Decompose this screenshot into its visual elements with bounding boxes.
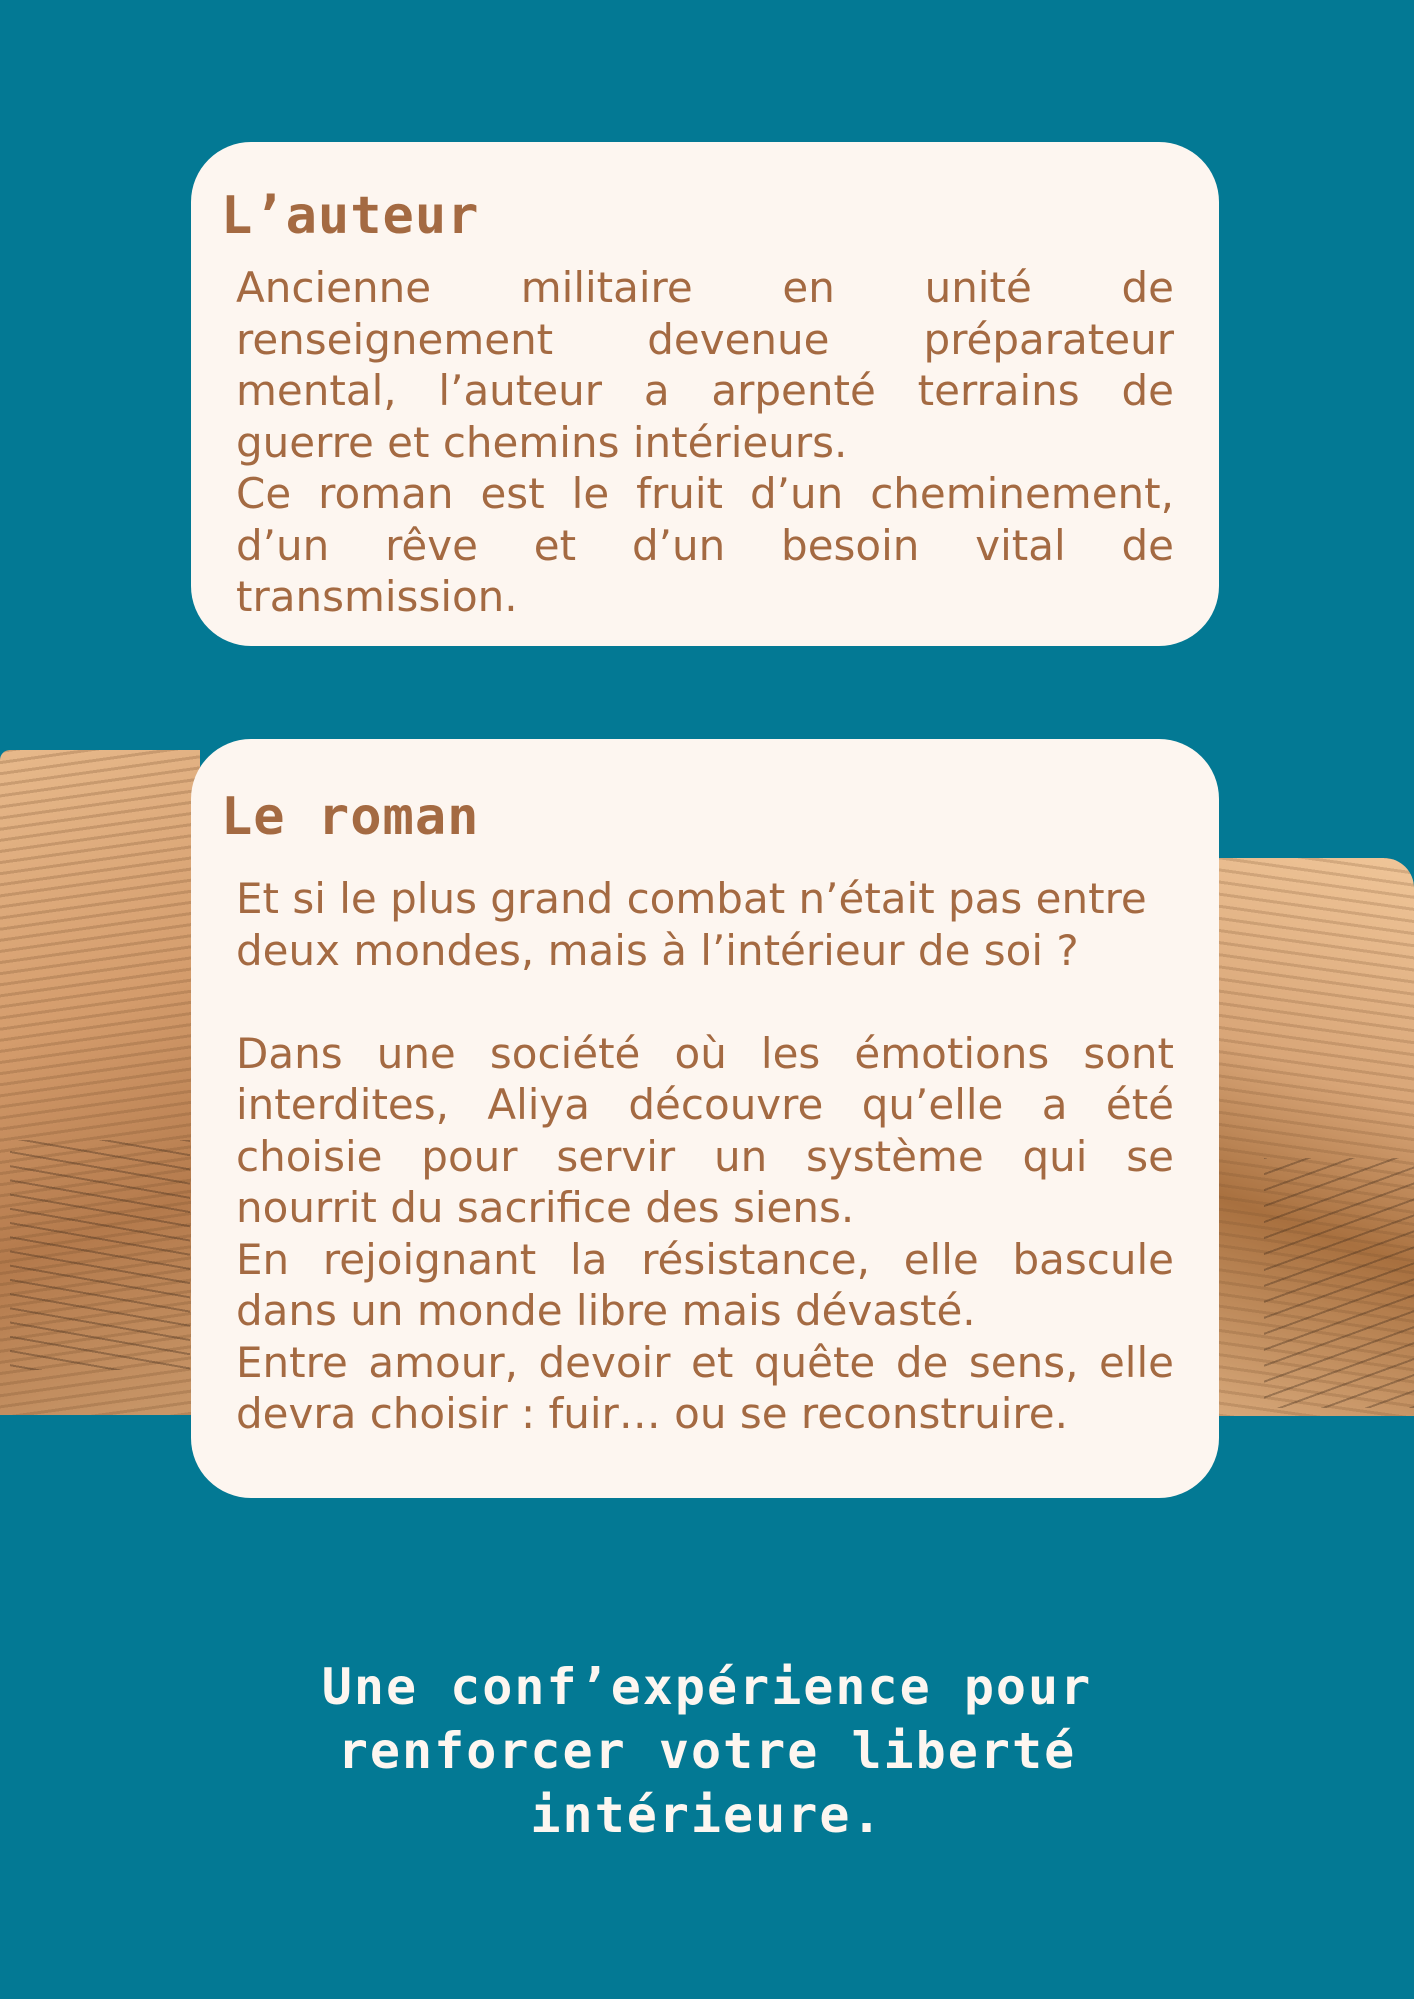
novel-card <box>191 739 1219 1498</box>
novel-paragraph: Dans une société où les émotions sont interdites, Aliya découvre qu’elle a été choisie pour servir un système qui se nourrit du sacrifice des siens. <box>236 1028 1174 1232</box>
open-book-image-right <box>1214 858 1414 1416</box>
author-card <box>191 142 1219 646</box>
author-heading: L’auteur <box>221 186 480 246</box>
novel-text <box>236 873 1174 1440</box>
novel-hook: Et si le plus grand combat n’était pas entre deux mondes, mais à l’intérieur de soi ? <box>236 874 1147 975</box>
tagline: Une conf’expérience pour renforcer votre liberté intérieure. <box>321 1658 1093 1844</box>
author-paragraph: Ancienne militaire en unité de renseignement devenue préparateur mental, l’auteur a arpenté terrains de guerre et chemins intérieurs. <box>236 263 1174 467</box>
novel-paragraph: En rejoignant la résistance, elle bascule dans un monde libre mais dévasté. <box>236 1234 1174 1335</box>
open-book-image-left <box>0 750 200 1415</box>
author-paragraph: Ce roman est le fruit d’un cheminement, d’un rêve et d’un besoin vital de transmission. <box>236 469 1174 621</box>
novel-heading: Le roman <box>221 787 480 847</box>
author-text <box>236 262 1174 623</box>
novel-paragraph: Entre amour, devoir et quête de sens, elle devra choisir : fuir… ou se reconstruire. <box>236 1337 1174 1438</box>
